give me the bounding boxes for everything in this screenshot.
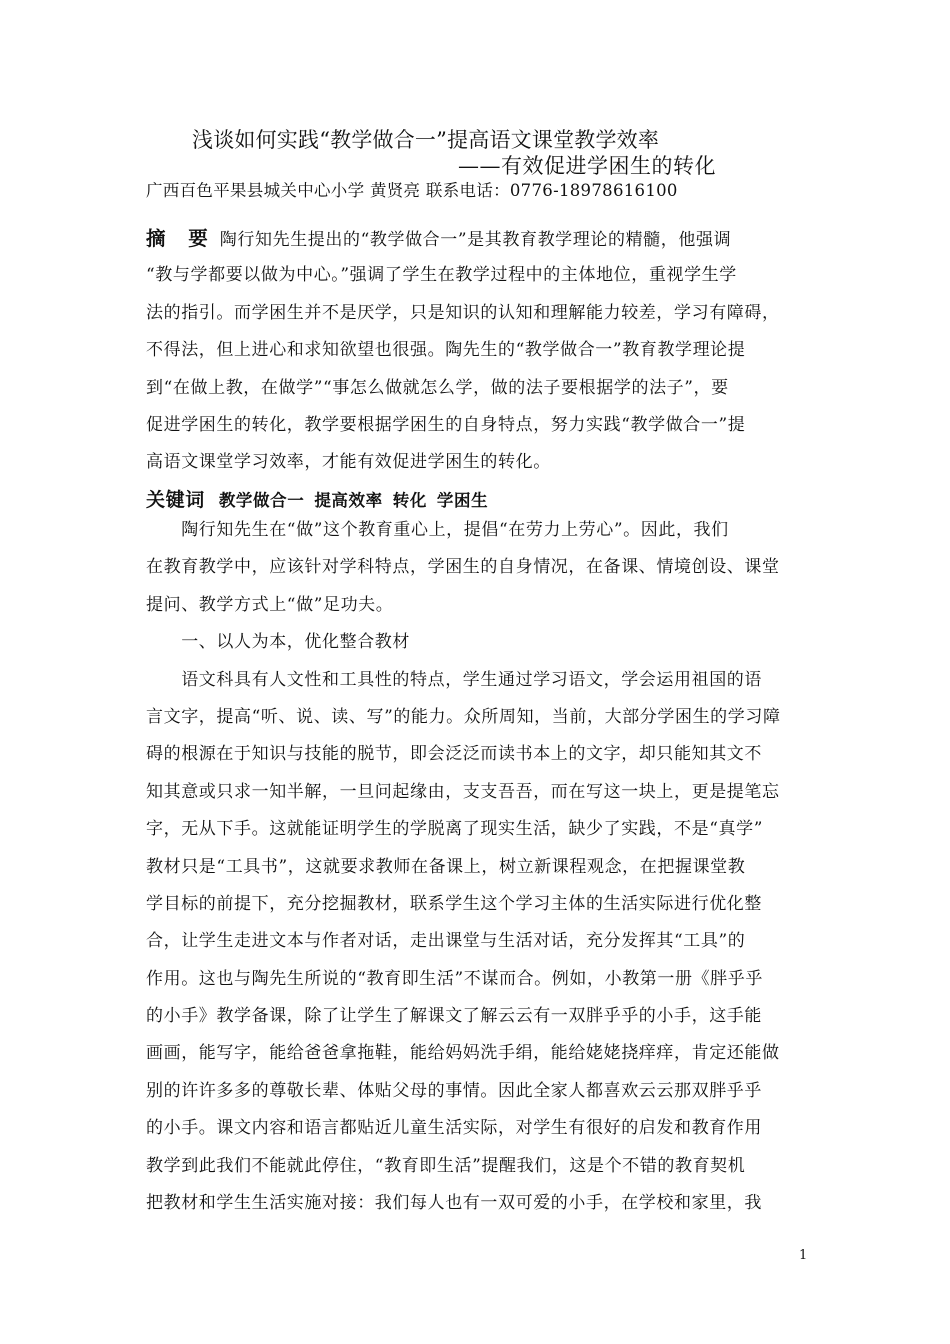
abstract-line: 法的指引。而学困生并不是厌学，只是知识的认知和理解能力较差，学习有障碍， bbox=[146, 302, 780, 323]
abstract-section bbox=[146, 220, 810, 519]
abstract-line: 高语文课堂学习效率，才能有效促进学困生的转化。 bbox=[146, 452, 551, 473]
document-subtitle: ——有效促进学困生的转化 bbox=[458, 154, 716, 178]
abstract-line bbox=[146, 220, 810, 257]
body-line: 的小手。课文内容和语言都贴近儿童生活实际，对学生有很好的启发和教育作用 bbox=[146, 1118, 762, 1139]
body-line: 教学到此我们不能就此停住，“教育即生活”提醒我们，这是个不错的教育契机 bbox=[146, 1155, 746, 1176]
document-title: 浅谈如何实践“教学做合一”提高语文课堂教学效率 bbox=[192, 128, 660, 152]
body-text bbox=[146, 512, 810, 1222]
abstract-label: 摘 要 bbox=[146, 227, 216, 250]
keyword: 转化 bbox=[392, 490, 427, 510]
keyword: 学困生 bbox=[436, 490, 489, 510]
body-line: 的小手》教学备课，除了让学生了解课文了解云云有一双胖乎乎的小手，这手能 bbox=[146, 1006, 762, 1027]
abstract-line: 不得法，但上进心和求知欲望也很强。陶先生的“教学做合一”教育教学理论提 bbox=[146, 340, 746, 361]
abstract-line: 促进学困生的转化，教学要根据学困生的自身特点，努力实践“教学做合一”提 bbox=[146, 414, 746, 435]
keyword: 提高效率 bbox=[314, 490, 383, 510]
abstract-line: “教与学都要以做为中心。”强调了学生在教学过程中的主体地位，重视学生学 bbox=[146, 265, 737, 286]
body-line: 言文字，提高“听、说、读、写”的能力。众所周知，当前，大部分学困生的学习障 bbox=[146, 706, 781, 727]
body-line: 作用。这也与陶先生所说的“教育即生活”不谋而合。例如，小教第一册《胖乎乎 bbox=[146, 968, 763, 989]
page-number: 1 bbox=[799, 1248, 808, 1263]
keywords-label: 关键词 bbox=[146, 488, 205, 511]
body-line: 画画，能写字，能给爸爸拿拖鞋，能给妈妈洗手绢，能给姥姥挠痒痒，肯定还能做 bbox=[146, 1043, 780, 1064]
body-line: 字，无从下手。这就能证明学生的学脱离了现实生活，缺少了实践，不是“真学” bbox=[146, 819, 763, 840]
author-line: 广西百色平果县城关中心小学 黄贤亮 联系电话：0776-18978616100 bbox=[146, 181, 678, 200]
body-line: 碍的根源在于知识与技能的脱节，即会泛泛而读书本上的文字，却只能知其文不 bbox=[146, 744, 762, 765]
body-line: 教材只是“工具书”，这就要求教师在备课上，树立新课程观念，在把握课堂教 bbox=[146, 856, 746, 877]
body-line: 学目标的前提下，充分挖掘教材，联系学生这个学习主体的生活实际进行优化整 bbox=[146, 893, 762, 914]
keyword: 教学做合一 bbox=[218, 490, 305, 510]
abstract-line: 到“在做上教，在做学”“事怎么做就怎么学，做的法子要根据学的法子”，要 bbox=[146, 377, 729, 398]
body-line: 别的许许多多的尊敬长辈、体贴父母的事情。因此全家人都喜欢云云那双胖乎乎 bbox=[146, 1080, 762, 1101]
body-line: 合，让学生走进文本与作者对话，走出课堂与生活对话，充分发挥其“工具”的 bbox=[146, 931, 746, 952]
body-line: 在教育教学中，应该针对学科特点，学困生的自身情况，在备课、情境创设、课堂 bbox=[146, 557, 780, 578]
abstract-text: 陶行知先生提出的“教学做合一”是其教育教学理论的精髓，他强调 bbox=[219, 230, 732, 250]
body-line: 把教材和学生生活实施对接：我们每人也有一双可爱的小手，在学校和家里，我 bbox=[146, 1193, 762, 1214]
body-line: 提问、教学方式上“做”足功夫。 bbox=[146, 594, 394, 615]
section-heading: 一、以人为本，优化整合教材 bbox=[146, 632, 410, 653]
body-line: 语文科具有人文性和工具性的特点，学生通过学习语文，学会运用祖国的语 bbox=[146, 669, 762, 690]
body-line: 知其意或只求一知半解，一旦问起缘由，支支吾吾，而在写这一块上，更是提笔忘 bbox=[146, 781, 780, 802]
body-line: 陶行知先生在“做”这个教育重心上，提倡“在劳力上劳心”。因此，我们 bbox=[146, 520, 729, 540]
